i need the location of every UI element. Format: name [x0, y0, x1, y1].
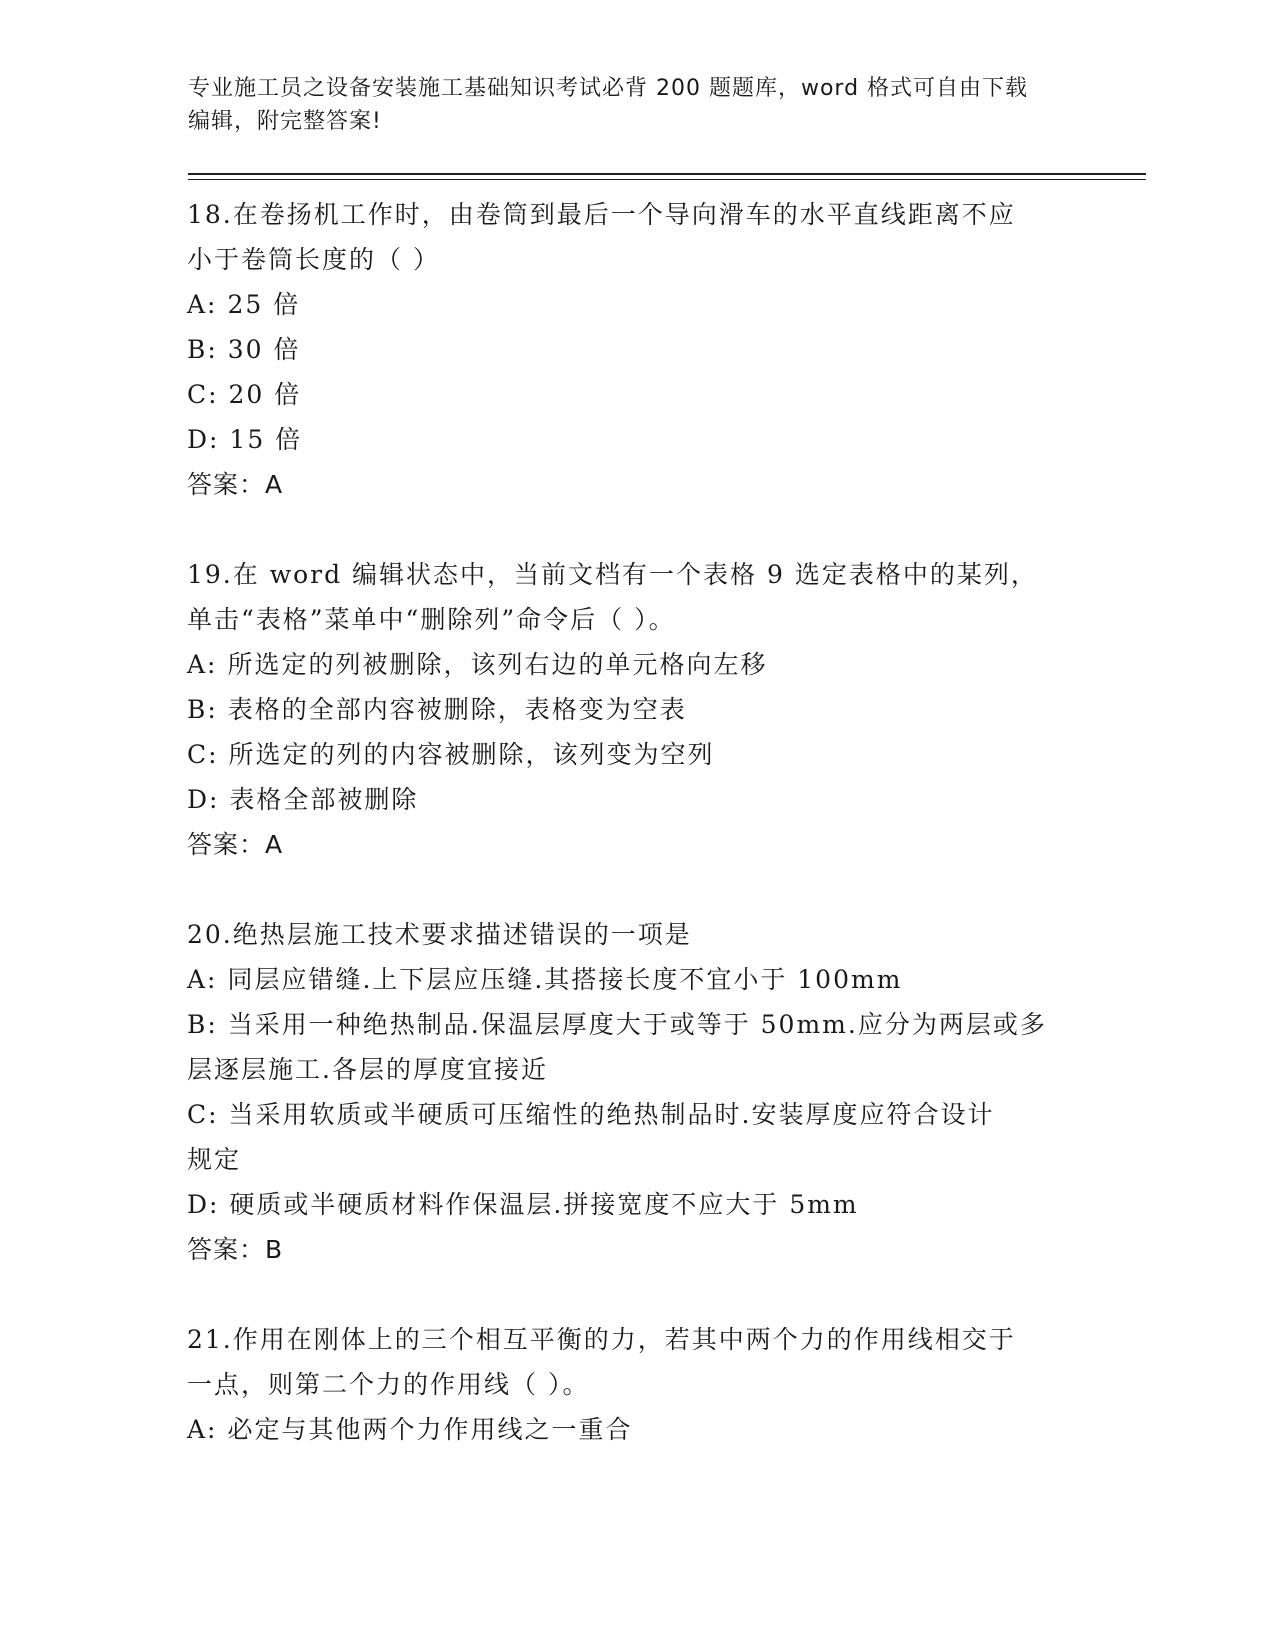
question-19 — [187, 552, 1087, 867]
option-d — [187, 1182, 1087, 1227]
option-label: C: — [187, 740, 229, 769]
option-label: A: — [187, 965, 228, 994]
option-label: B: — [187, 695, 228, 724]
answer-line: 答案：B — [187, 1235, 284, 1264]
question-21 — [187, 1317, 1087, 1452]
header-rule-thin — [188, 179, 1146, 180]
question-stem-line: 一点，则第二个力的作用线（ ）。 — [187, 1370, 590, 1399]
option-b-continuation: 层逐层施工.各层的厚度宜接近 — [187, 1055, 548, 1084]
option-text: 必定与其他两个力作用线之一重合 — [227, 1415, 633, 1444]
question-stem-line: 18.在卷扬机工作时，由卷筒到最后一个导向滑车的水平直线距离不应 — [187, 200, 1016, 229]
option-a — [187, 1407, 1087, 1452]
answer-line: 答案：A — [187, 470, 284, 499]
option-text: 表格的全部内容被删除，表格变为空表 — [227, 695, 687, 724]
option-b — [187, 327, 1087, 372]
option-label: B: — [187, 1010, 228, 1039]
option-label: D: — [187, 1190, 230, 1219]
option-text: 所选定的列被删除，该列右边的单元格向左移 — [227, 650, 768, 679]
question-20 — [187, 912, 1087, 1272]
option-text: 同层应错缝.上下层应压缝.其搭接长度不宜小于 100mm — [227, 965, 903, 994]
option-c — [187, 1092, 1087, 1137]
option-label: C: — [187, 1100, 229, 1129]
question-18 — [187, 192, 1087, 507]
option-label: D: — [187, 785, 230, 814]
option-text: 表格全部被删除 — [229, 785, 419, 814]
option-text: 15 倍 — [229, 425, 303, 454]
option-text: 20 倍 — [228, 380, 302, 409]
question-stem-line: 小于卷筒长度的（ ） — [187, 245, 440, 274]
question-stem-line: 21.作用在刚体上的三个相互平衡的力，若其中两个力的作用线相交于 — [187, 1325, 1016, 1354]
option-a — [187, 957, 1087, 1002]
option-b — [187, 1002, 1087, 1047]
option-c-continuation: 规定 — [187, 1145, 242, 1174]
header-rule-thick — [188, 173, 1146, 175]
option-label: A: — [187, 650, 228, 679]
option-c — [187, 372, 1087, 417]
option-a — [187, 282, 1087, 327]
option-label: C: — [187, 380, 229, 409]
question-stem-line: 20.绝热层施工技术要求描述错误的一项是 — [187, 920, 692, 949]
option-text: 硬质或半硬质材料作保温层.拼接宽度不应大于 5mm — [229, 1190, 859, 1219]
header-line-2: 编辑，附完整答案! — [188, 109, 382, 134]
option-label: B: — [187, 335, 228, 364]
option-a — [187, 642, 1087, 687]
option-d — [187, 777, 1087, 822]
option-d — [187, 417, 1087, 462]
question-stem-line: 单击“表格”菜单中“删除列”命令后（ ）。 — [187, 605, 676, 634]
option-text: 当采用一种绝热制品.保温层厚度大于或等于 50mm.应分为两层或多 — [227, 1010, 1047, 1039]
header-line-1: 专业施工员之设备安装施工基础知识考试必背 200 题题库，word 格式可自由下载 — [188, 76, 1029, 101]
option-label: A: — [187, 290, 228, 319]
option-b — [187, 687, 1087, 732]
option-c — [187, 732, 1087, 777]
option-text: 30 倍 — [227, 335, 301, 364]
answer-line: 答案：A — [187, 830, 284, 859]
question-list — [187, 192, 1087, 1497]
option-text: 当采用软质或半硬质可压缩性的绝热制品时.安装厚度应符合设计 — [228, 1100, 995, 1129]
option-text: 所选定的列的内容被删除，该列变为空列 — [228, 740, 715, 769]
option-label: D: — [187, 425, 230, 454]
question-stem-line: 19.在 word 编辑状态中，当前文档有一个表格 9 选定表格中的某列， — [187, 560, 1038, 589]
option-text: 25 倍 — [227, 290, 301, 319]
document-header — [188, 72, 1068, 138]
option-label: A: — [187, 1415, 228, 1444]
